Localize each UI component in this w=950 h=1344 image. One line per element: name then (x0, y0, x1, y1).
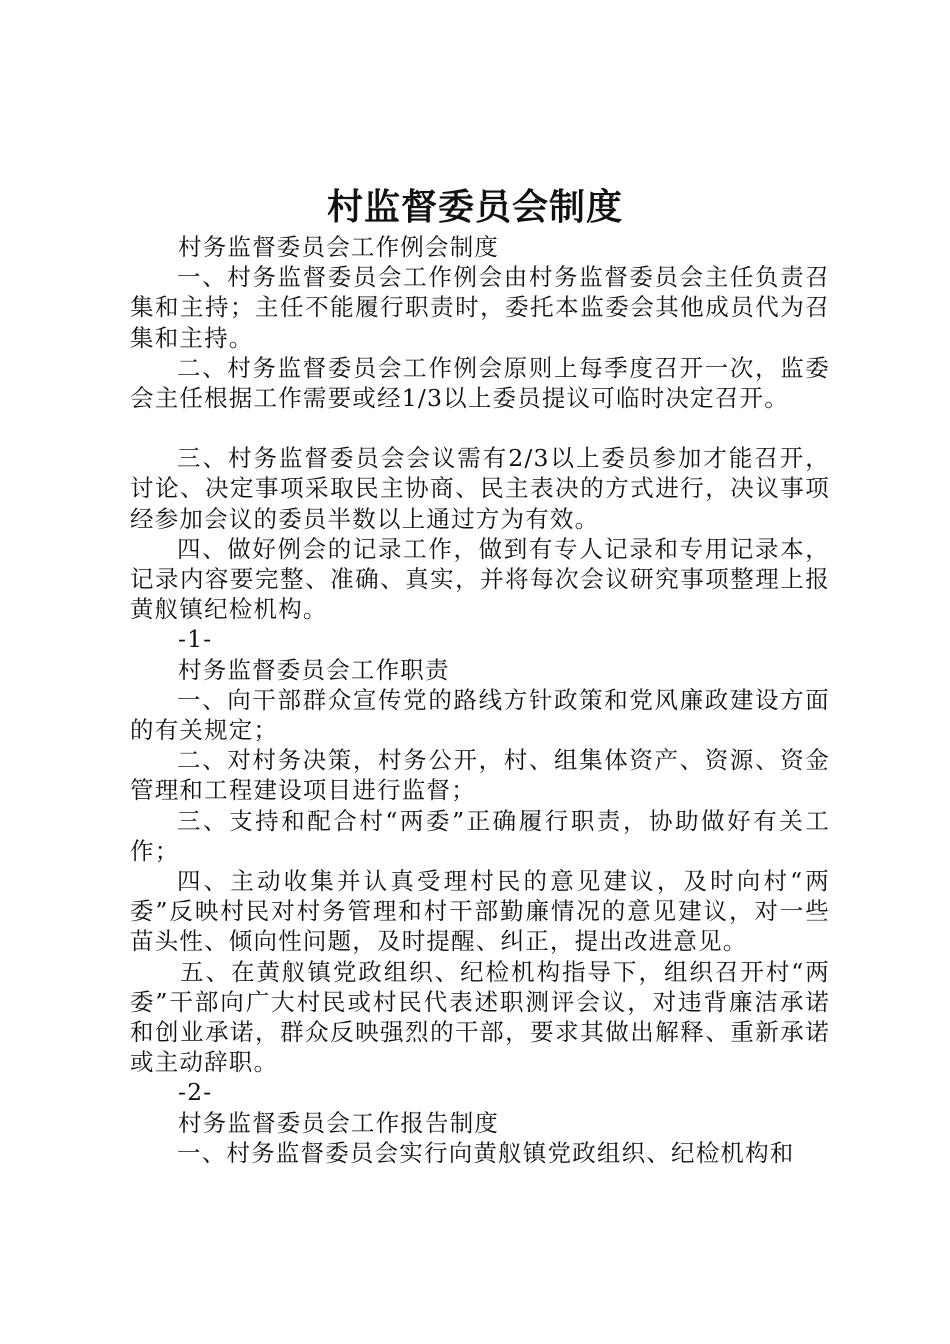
paragraph: 一、村务监督委员会工作例会由村务监督委员会主任负责召集和主持；主任不能履行职责时，委托本监委会其他成员代为召集和主持。 (130, 263, 830, 352)
paragraph: 三、村务监督委员会会议需有2/3以上委员参加才能召开，讨论、决定事项采取民主协商、民主表决的方式进行，决议事项经参加会议的委员半数以上通过方为有效。 (130, 444, 830, 533)
page-number: -2- (178, 1078, 213, 1107)
paragraph: 一、向干部群众宣传党的路线方针政策和党风廉政建设方面的有关规定； (130, 685, 830, 745)
section-heading-report-system: 村务监督委员会工作报告制度 (178, 1108, 500, 1137)
paragraph: 四、主动收集并认真受理村民的意见建议，及时向村“两委”反映村民对村务管理和村干部勤廉情况的意见建议，对一些苗头性、倾向性问题，及时提醒、纠正，提出改进意见。 (130, 867, 830, 956)
document-body (130, 232, 830, 1168)
paragraph: 二、对村务决策，村务公开，村、组集体资产、资源、资金管理和工程建设项目进行监督； (130, 746, 830, 805)
section-heading-duties: 村务监督委员会工作职责 (178, 655, 450, 684)
section-heading-meeting-system: 村务监督委员会工作例会制度 (178, 233, 500, 261)
paragraph: 四、做好例会的记录工作，做到有专人记录和专用记录本，记录内容要完整、准确、真实，并将每次会议研究事项整理上报黄舣镇纪检机构。 (130, 534, 830, 624)
paragraph: 三、支持和配合村“两委”正确履行职责，协助做好有关工作； (130, 806, 830, 865)
blank-line (130, 413, 830, 443)
page-number: -1- (178, 625, 213, 654)
paragraph: 五、在黄舣镇党政组织、纪检机构指导下，组织召开村“两委”干部向广大村民或村民代表述职测评会议，对违背廉洁承诺和创业承诺，群众反映强烈的干部，要求其做出解释、重新承诺或主动辞职。 (130, 957, 830, 1077)
paragraph: 二、村务监督委员会工作例会原则上每季度召开一次，监委会主任根据工作需要或经1/3以上委员提议可临时决定召开。 (130, 353, 830, 413)
document-title: 村监督委员会制度 (326, 186, 623, 228)
paragraph: 一、村务监督委员会实行向黄舣镇党政组织、纪检机构和 (177, 1138, 795, 1167)
